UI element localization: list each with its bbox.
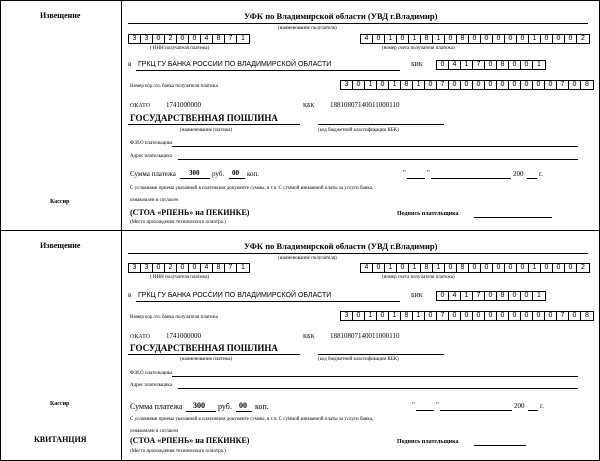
digit-cell: 0 bbox=[437, 292, 449, 300]
account-caption: (номер счета получателя платежа) bbox=[382, 275, 455, 280]
digit-cell: 0 bbox=[425, 312, 437, 320]
digit-cell: 8 bbox=[457, 35, 469, 43]
signature-label: Подпись плательщика bbox=[397, 211, 459, 217]
terms-text: С условиями приема указанной в платежном документе суммы, в т.ч. С суммой взимаемой платы за услуги банка, bbox=[130, 417, 374, 422]
digit-cell: 0 bbox=[373, 264, 385, 272]
kbk-value: 18810807140011000110 bbox=[330, 332, 400, 340]
digit-cell: 7 bbox=[473, 292, 485, 300]
digit-cell: 0 bbox=[353, 81, 365, 89]
place-caption: (Место прохождения технического осмотра.) bbox=[130, 220, 226, 225]
kbk-underline bbox=[318, 354, 444, 355]
digit-cell: 0 bbox=[449, 81, 461, 89]
side-label: Извещение bbox=[40, 11, 81, 20]
date-quote-close: " bbox=[427, 169, 430, 177]
digit-cell: 7 bbox=[225, 35, 237, 43]
account-caption: (номер счета получателя платежа) bbox=[382, 46, 455, 51]
corr-cells bbox=[340, 80, 594, 90]
digit-cell: 4 bbox=[449, 61, 461, 69]
digit-cell: 0 bbox=[545, 312, 557, 320]
digit-cell: 0 bbox=[481, 35, 493, 43]
date-year-line[interactable] bbox=[527, 178, 537, 179]
digit-cell: 8 bbox=[401, 312, 413, 320]
okato-label: ОКАТО bbox=[130, 334, 151, 340]
digit-cell: 0 bbox=[469, 264, 481, 272]
digit-cell: 0 bbox=[473, 81, 485, 89]
digit-cell: 0 bbox=[397, 264, 409, 272]
digit-cell: 8 bbox=[421, 35, 433, 43]
digit-cell: 0 bbox=[461, 312, 473, 320]
digit-cell: 0 bbox=[517, 264, 529, 272]
digit-cell: 1 bbox=[433, 264, 445, 272]
digit-cell: 0 bbox=[521, 61, 533, 69]
digit-cell: 7 bbox=[225, 264, 237, 272]
corr-cells bbox=[340, 311, 594, 321]
digit-cell: 0 bbox=[353, 312, 365, 320]
place-caption: (Место прохождения технического осмотра.) bbox=[130, 449, 226, 454]
digit-cell: 1 bbox=[241, 264, 245, 271]
payment-underline bbox=[128, 354, 300, 355]
amount-kop-line bbox=[236, 411, 252, 412]
year-suffix: г. bbox=[540, 402, 544, 410]
payer-address-label: Адрес плательщика bbox=[130, 383, 173, 388]
digit-cell: 0 bbox=[545, 81, 557, 89]
inn-cells bbox=[128, 34, 250, 44]
digit-cell: 0 bbox=[521, 81, 533, 89]
digit-cell: 0 bbox=[177, 35, 189, 43]
signature-line[interactable] bbox=[474, 445, 526, 446]
digit-cell: 3 bbox=[129, 264, 141, 272]
digit-cell: 0 bbox=[469, 35, 481, 43]
digit-cell: 0 bbox=[521, 312, 533, 320]
kbk-label: КБК bbox=[303, 103, 315, 109]
digit-cell: 0 bbox=[505, 35, 517, 43]
digit-cell: 3 bbox=[341, 81, 353, 89]
amount-rub-line bbox=[186, 411, 216, 412]
digit-cell: 0 bbox=[377, 312, 389, 320]
payer-name-label: Ф.И.О плательщика bbox=[130, 371, 173, 376]
digit-cell: 8 bbox=[457, 264, 469, 272]
digit-cell: 0 bbox=[509, 312, 521, 320]
payer-name-line[interactable] bbox=[172, 146, 578, 147]
digit-cell: 1 bbox=[529, 35, 541, 43]
digit-cell: 0 bbox=[541, 35, 553, 43]
digit-cell: 0 bbox=[481, 264, 493, 272]
digit-cell: 1 bbox=[385, 35, 397, 43]
digit-cell: 2 bbox=[165, 264, 177, 272]
digit-cell: 4 bbox=[201, 35, 213, 43]
kbk-underline bbox=[318, 124, 444, 125]
receipt-block bbox=[0, 231, 600, 461]
digit-cell: 8 bbox=[497, 61, 509, 69]
payer-name-label: Ф.И.О плательщика bbox=[130, 141, 173, 146]
digit-cell: 0 bbox=[189, 264, 201, 272]
digit-cell: 0 bbox=[373, 35, 385, 43]
recipient-name: УФК по Владимирской области (УВД г.Владимир) bbox=[244, 11, 438, 21]
inn-caption: ( ИНН получателя платежа) bbox=[150, 46, 210, 51]
digit-cell: 2 bbox=[581, 35, 585, 42]
digit-cell: 1 bbox=[537, 292, 541, 299]
date-quote-open: " bbox=[403, 169, 406, 177]
amount-kop: 00 bbox=[239, 401, 247, 410]
okato-value: 1741000000 bbox=[166, 101, 201, 109]
kbk-value: 18810807140011000110 bbox=[330, 101, 400, 109]
digit-cell: 0 bbox=[485, 312, 497, 320]
digit-cell: 0 bbox=[569, 312, 581, 320]
year-label: 200 bbox=[514, 402, 525, 410]
recipient-caption: (наименование получателя) bbox=[278, 256, 337, 261]
digit-cell: 0 bbox=[189, 35, 201, 43]
digit-cell: 0 bbox=[177, 264, 189, 272]
digit-cell: 7 bbox=[557, 312, 569, 320]
place-name: (СТОА «РПЕНЬ» на ПЕКИНКЕ) bbox=[130, 436, 250, 445]
digit-cell: 0 bbox=[541, 264, 553, 272]
okato-value: 1741000000 bbox=[166, 332, 201, 340]
digit-cell: 1 bbox=[433, 35, 445, 43]
bank-name: ГРКЦ ГУ БАНКА РОССИИ ПО ВЛАДИМИРСКОЙ ОБЛАСТИ bbox=[138, 61, 332, 68]
digit-cell: 0 bbox=[565, 264, 577, 272]
amount-label: Сумма платежа bbox=[130, 170, 176, 178]
digit-cell: 7 bbox=[557, 81, 569, 89]
digit-cell: 0 bbox=[445, 35, 457, 43]
digit-cell: 1 bbox=[365, 312, 377, 320]
digit-cell: 7 bbox=[437, 81, 449, 89]
date-month-line[interactable] bbox=[431, 178, 511, 179]
digit-cell: 0 bbox=[505, 264, 517, 272]
digit-cell: 0 bbox=[509, 61, 521, 69]
amount-label: Сумма платежа bbox=[130, 402, 183, 411]
digit-cell: 0 bbox=[497, 312, 509, 320]
digit-cell: 3 bbox=[129, 35, 141, 43]
digit-cell: 1 bbox=[409, 35, 421, 43]
payer-address-line[interactable] bbox=[178, 388, 578, 389]
bik-cells bbox=[436, 60, 546, 70]
date-day-line[interactable] bbox=[416, 410, 434, 411]
signature-label: Подпись плательщика bbox=[397, 439, 459, 445]
bank-underline bbox=[136, 70, 400, 71]
digit-cell: 1 bbox=[413, 312, 425, 320]
digit-cell: 0 bbox=[449, 312, 461, 320]
digit-cell: 1 bbox=[241, 35, 245, 42]
digit-cell: 0 bbox=[553, 264, 565, 272]
corr-label: Номер кор./сч. банка получателя платежа bbox=[130, 315, 218, 320]
digit-cell: 0 bbox=[533, 312, 545, 320]
year-label: 200 bbox=[513, 170, 524, 178]
place-name: (СТОА «РПЕНЬ» на ПЕКИНКЕ) bbox=[130, 208, 250, 217]
amount-kop: 00 bbox=[232, 169, 239, 177]
bank-underline bbox=[136, 301, 400, 302]
digit-cell: 8 bbox=[421, 264, 433, 272]
date-quote-open: " bbox=[412, 401, 415, 409]
cashier-label: Кассир bbox=[50, 199, 70, 205]
digit-cell: 1 bbox=[413, 81, 425, 89]
digit-cell: 0 bbox=[153, 264, 165, 272]
amount-rub: 300 bbox=[193, 401, 205, 410]
date-year-line[interactable] bbox=[528, 410, 538, 411]
receipt-label: КВИТАНЦИЯ bbox=[34, 435, 87, 444]
digit-cell: 0 bbox=[473, 312, 485, 320]
payment-caption: (наименование платежа) bbox=[180, 357, 233, 362]
bank-prefix: в bbox=[128, 291, 132, 299]
kbk-caption: (код бюджетной классификации КБК) bbox=[318, 357, 399, 362]
digit-cell: 3 bbox=[141, 264, 153, 272]
payment-name: ГОСУДАРСТВЕННАЯ ПОШЛИНА bbox=[130, 113, 278, 123]
inn-caption: ( ИНН получателя платежа) bbox=[150, 275, 210, 280]
digit-cell: 1 bbox=[529, 264, 541, 272]
digit-cell: 0 bbox=[509, 81, 521, 89]
digit-cell: 0 bbox=[493, 264, 505, 272]
recipient-name: УФК по Владимирской области (УВД г.Владимир) bbox=[244, 241, 438, 251]
digit-cell: 0 bbox=[461, 81, 473, 89]
digit-cell: 1 bbox=[461, 61, 473, 69]
date-quote-close: " bbox=[436, 401, 439, 409]
digit-cell: 8 bbox=[585, 81, 589, 88]
signature-line[interactable] bbox=[474, 217, 552, 218]
bik-label: БИК bbox=[411, 62, 423, 68]
terms-agree: ознакомлен и согласен bbox=[130, 198, 179, 203]
digit-cell: 3 bbox=[141, 35, 153, 43]
side-label: Извещение bbox=[40, 241, 81, 250]
digit-cell: 0 bbox=[565, 35, 577, 43]
digit-cell: 4 bbox=[201, 264, 213, 272]
kbk-label: КБК bbox=[303, 334, 315, 340]
bank-name: ГРКЦ ГУ БАНКА РОССИИ ПО ВЛАДИМИРСКОЙ ОБЛАСТИ bbox=[138, 292, 332, 299]
okato-label: ОКАТО bbox=[130, 103, 151, 109]
digit-cell: 0 bbox=[153, 35, 165, 43]
digit-cell: 1 bbox=[389, 312, 401, 320]
amount-rub-line bbox=[180, 178, 210, 179]
account-cells bbox=[360, 263, 590, 273]
digit-cell: 8 bbox=[585, 312, 589, 319]
cashier-label: Кассир bbox=[50, 401, 70, 407]
digit-cell: 3 bbox=[341, 312, 353, 320]
recipient-underline bbox=[128, 23, 588, 24]
digit-cell: 0 bbox=[425, 81, 437, 89]
digit-cell: 0 bbox=[509, 292, 521, 300]
digit-cell: 2 bbox=[581, 264, 585, 271]
digit-cell: 0 bbox=[485, 81, 497, 89]
rub-label: руб. bbox=[212, 170, 225, 178]
bik-label: БИК bbox=[411, 293, 423, 299]
payment-underline bbox=[128, 124, 300, 125]
bank-prefix: в bbox=[128, 60, 132, 68]
digit-cell: 1 bbox=[409, 264, 421, 272]
digit-cell: 0 bbox=[445, 264, 457, 272]
payment-name: ГОСУДАРСТВЕННАЯ ПОШЛИНА bbox=[130, 343, 278, 353]
digit-cell: 4 bbox=[449, 292, 461, 300]
digit-cell: 1 bbox=[537, 61, 541, 68]
date-day-line[interactable] bbox=[407, 178, 425, 179]
digit-cell: 8 bbox=[401, 81, 413, 89]
recipient-underline bbox=[128, 253, 588, 254]
digit-cell: 8 bbox=[213, 35, 225, 43]
year-suffix: г. bbox=[539, 170, 543, 178]
digit-cell: 0 bbox=[485, 61, 497, 69]
payer-address-line[interactable] bbox=[178, 159, 578, 160]
digit-cell: 0 bbox=[485, 292, 497, 300]
kop-label: коп. bbox=[247, 170, 260, 178]
digit-cell: 4 bbox=[361, 35, 373, 43]
digit-cell: 2 bbox=[165, 35, 177, 43]
amount-rub: 300 bbox=[189, 169, 200, 177]
kbk-caption: (код бюджетной классификации КБК) bbox=[318, 128, 399, 133]
digit-cell: 0 bbox=[493, 35, 505, 43]
digit-cell: 1 bbox=[389, 81, 401, 89]
terms-agree: ознакомлен и согласен bbox=[130, 429, 179, 434]
notice-block bbox=[0, 0, 600, 230]
kop-label: коп. bbox=[255, 402, 269, 411]
digit-cell: 0 bbox=[569, 81, 581, 89]
digit-cell: 0 bbox=[521, 292, 533, 300]
digit-cell: 4 bbox=[361, 264, 373, 272]
payment-caption: (наименование платежа) bbox=[180, 128, 233, 133]
payer-address-label: Адрес плательщика bbox=[130, 154, 173, 159]
digit-cell: 0 bbox=[497, 81, 509, 89]
bik-cells bbox=[436, 291, 546, 301]
terms-text: С условиями приема указанной в платежном документе суммы, в т.ч. С суммой взимаемой платы за услуги банка, bbox=[130, 186, 374, 191]
digit-cell: 0 bbox=[517, 35, 529, 43]
digit-cell: 7 bbox=[437, 312, 449, 320]
digit-cell: 8 bbox=[213, 264, 225, 272]
digit-cell: 0 bbox=[437, 61, 449, 69]
amount-kop-line bbox=[229, 178, 245, 179]
digit-cell: 0 bbox=[397, 35, 409, 43]
digit-cell: 0 bbox=[553, 35, 565, 43]
account-cells bbox=[360, 34, 590, 44]
recipient-caption: (наименование получателя) bbox=[278, 26, 337, 31]
inn-cells bbox=[128, 263, 250, 273]
digit-cell: 1 bbox=[365, 81, 377, 89]
digit-cell: 8 bbox=[497, 292, 509, 300]
digit-cell: 7 bbox=[473, 61, 485, 69]
digit-cell: 1 bbox=[461, 292, 473, 300]
rub-label: руб. bbox=[218, 402, 232, 411]
digit-cell: 1 bbox=[385, 264, 397, 272]
date-month-line[interactable] bbox=[440, 410, 512, 411]
payer-name-line[interactable] bbox=[172, 376, 578, 377]
digit-cell: 0 bbox=[533, 81, 545, 89]
digit-cell: 0 bbox=[377, 81, 389, 89]
corr-label: Номер кор./сч. банка получателя платежа bbox=[130, 84, 218, 89]
